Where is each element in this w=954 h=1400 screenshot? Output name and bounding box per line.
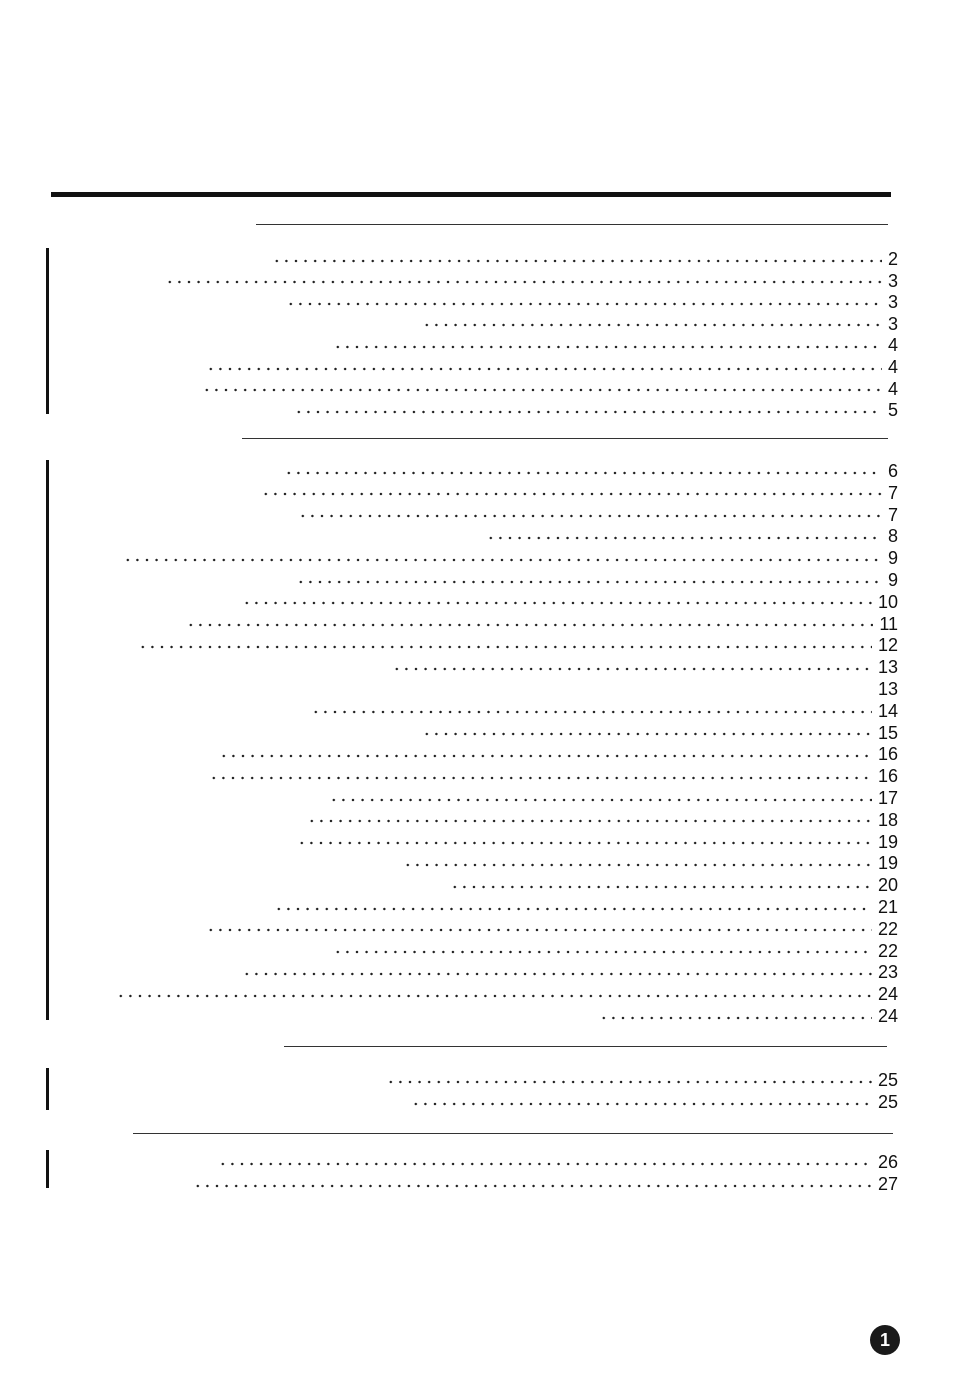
- toc-page-number: 15: [877, 722, 898, 743]
- dot-leader: [206, 918, 872, 940]
- toc-page-number: 13: [877, 679, 898, 699]
- dot-leader: [272, 248, 882, 270]
- toc-entry[interactable]: [297, 831, 898, 853]
- toc-entry[interactable]: [242, 961, 898, 983]
- toc-page-number: 3: [887, 313, 898, 334]
- toc-entry[interactable]: [422, 313, 898, 335]
- toc-page-number: 5: [887, 400, 898, 421]
- dot-leader: [274, 896, 872, 918]
- dot-leader: [386, 1069, 872, 1091]
- dot-leader: [403, 852, 872, 874]
- section-side-bar: [46, 1150, 49, 1188]
- dot-leader: [186, 613, 873, 635]
- toc-entry[interactable]: [165, 270, 898, 292]
- toc-page-number: 4: [887, 357, 898, 377]
- toc-entry[interactable]: [206, 918, 898, 940]
- dot-leader: [294, 399, 882, 421]
- toc-page-number: 3: [887, 292, 898, 313]
- toc-page-number: 7: [887, 504, 898, 525]
- toc-entry[interactable]: [193, 1173, 898, 1195]
- toc-entry[interactable]: [138, 634, 898, 656]
- toc-entry[interactable]: [284, 460, 898, 482]
- toc-entry[interactable]: [123, 547, 898, 569]
- toc-entry[interactable]: [286, 291, 898, 313]
- dot-leader: [123, 547, 882, 569]
- dot-leader: [298, 504, 882, 526]
- toc-entry[interactable]: [307, 809, 898, 831]
- dot-leader: [333, 940, 872, 962]
- toc-entry[interactable]: [219, 743, 898, 765]
- dot-leader: [219, 743, 872, 765]
- section-divider: [242, 438, 888, 439]
- toc-entry[interactable]: [209, 765, 898, 787]
- dot-leader: [209, 765, 872, 787]
- dot-leader: [218, 1151, 872, 1173]
- toc-page-number: 18: [877, 809, 898, 830]
- dot-leader: [261, 482, 882, 504]
- toc-entry[interactable]: [422, 722, 898, 744]
- toc-page-number: 9: [887, 570, 898, 590]
- section-divider: [284, 1046, 887, 1047]
- toc-page-number: 25: [877, 1092, 898, 1112]
- dot-leader: [486, 525, 882, 547]
- dot-leader: [422, 313, 882, 335]
- toc-page-number: 19: [877, 853, 898, 874]
- toc-page-number: 21: [877, 897, 898, 917]
- toc-page-number: 7: [887, 482, 898, 503]
- toc-page-number: 3: [887, 270, 898, 291]
- toc-page-number: 4: [887, 378, 898, 399]
- toc-entry[interactable]: [333, 940, 898, 962]
- toc-page-number: 2: [887, 249, 898, 269]
- toc-entry[interactable]: [294, 399, 898, 421]
- toc-page-number: 22: [877, 940, 898, 961]
- toc-page-number: 19: [877, 831, 898, 852]
- dot-leader: [392, 656, 872, 678]
- dot-leader: [297, 831, 872, 853]
- toc-page-number: 14: [877, 700, 898, 721]
- toc-page-number: 24: [877, 984, 898, 1005]
- toc-entry[interactable]: [870, 678, 898, 700]
- toc-page-number: 25: [877, 1070, 898, 1090]
- section-side-bar: [46, 1068, 49, 1110]
- toc-page-number: 17: [877, 788, 898, 808]
- toc-page-number: 4: [887, 335, 898, 356]
- toc-entry[interactable]: [311, 700, 898, 722]
- dot-leader: [329, 787, 872, 809]
- section-side-bar: [46, 460, 49, 1020]
- section-divider: [256, 224, 888, 225]
- toc-page-number: 20: [877, 875, 898, 896]
- dot-leader: [165, 270, 882, 292]
- toc-entry[interactable]: [206, 356, 898, 378]
- toc-entry[interactable]: [329, 787, 898, 809]
- dot-leader: [311, 700, 872, 722]
- section-side-bar: [46, 248, 49, 414]
- section-divider: [133, 1133, 893, 1134]
- toc-entry[interactable]: [116, 983, 898, 1005]
- toc-page-number: 27: [877, 1174, 898, 1194]
- toc-entry[interactable]: [296, 569, 898, 591]
- dot-leader: [193, 1173, 872, 1195]
- toc-entry[interactable]: [218, 1151, 898, 1173]
- toc-entry[interactable]: [486, 525, 898, 547]
- toc-entry[interactable]: [450, 874, 898, 896]
- toc-entry[interactable]: [333, 334, 898, 356]
- toc-page-number: 16: [877, 744, 898, 765]
- toc-page-number: 12: [877, 635, 898, 656]
- toc-entry[interactable]: [242, 591, 898, 613]
- toc-entry[interactable]: [261, 482, 898, 504]
- dot-leader: [206, 356, 882, 378]
- toc-page-number: 24: [877, 1006, 898, 1026]
- dot-leader: [202, 378, 882, 400]
- toc-entry[interactable]: [186, 613, 898, 635]
- toc-page-number: 13: [877, 657, 898, 678]
- toc-entry[interactable]: [272, 248, 898, 270]
- toc-page-number: 23: [877, 962, 898, 983]
- dot-leader: [422, 722, 872, 744]
- dot-leader: [296, 569, 882, 591]
- toc-page-number: 9: [887, 548, 898, 569]
- toc-page-number: 6: [887, 461, 898, 481]
- dot-leader: [411, 1091, 872, 1113]
- dot-leader: [138, 634, 872, 656]
- toc-entry[interactable]: [274, 896, 898, 918]
- toc-page-number: 16: [877, 766, 898, 787]
- dot-leader: [307, 809, 872, 831]
- dot-leader: [333, 334, 882, 356]
- toc-entry[interactable]: [599, 1005, 898, 1027]
- toc-entry[interactable]: [298, 504, 898, 526]
- page-number-badge: 1: [870, 1325, 900, 1355]
- toc-page-number: 11: [879, 613, 898, 634]
- toc-page-number: 10: [877, 591, 898, 612]
- toc-entry[interactable]: [202, 378, 898, 400]
- toc-page-number: 22: [877, 918, 898, 939]
- dot-leader: [599, 1005, 872, 1027]
- dot-leader: [242, 961, 872, 983]
- dot-leader: [116, 983, 872, 1005]
- top-rule: [51, 192, 891, 197]
- toc-entry[interactable]: [386, 1069, 898, 1091]
- toc-entry[interactable]: [411, 1091, 898, 1113]
- dot-leader: [242, 591, 872, 613]
- dot-leader: [286, 291, 882, 313]
- toc-entry[interactable]: [403, 852, 898, 874]
- toc-page-number: 26: [877, 1152, 898, 1172]
- dot-leader: [284, 460, 882, 482]
- toc-page-number: 8: [887, 526, 898, 547]
- dot-leader: [450, 874, 872, 896]
- toc-entry[interactable]: [392, 656, 898, 678]
